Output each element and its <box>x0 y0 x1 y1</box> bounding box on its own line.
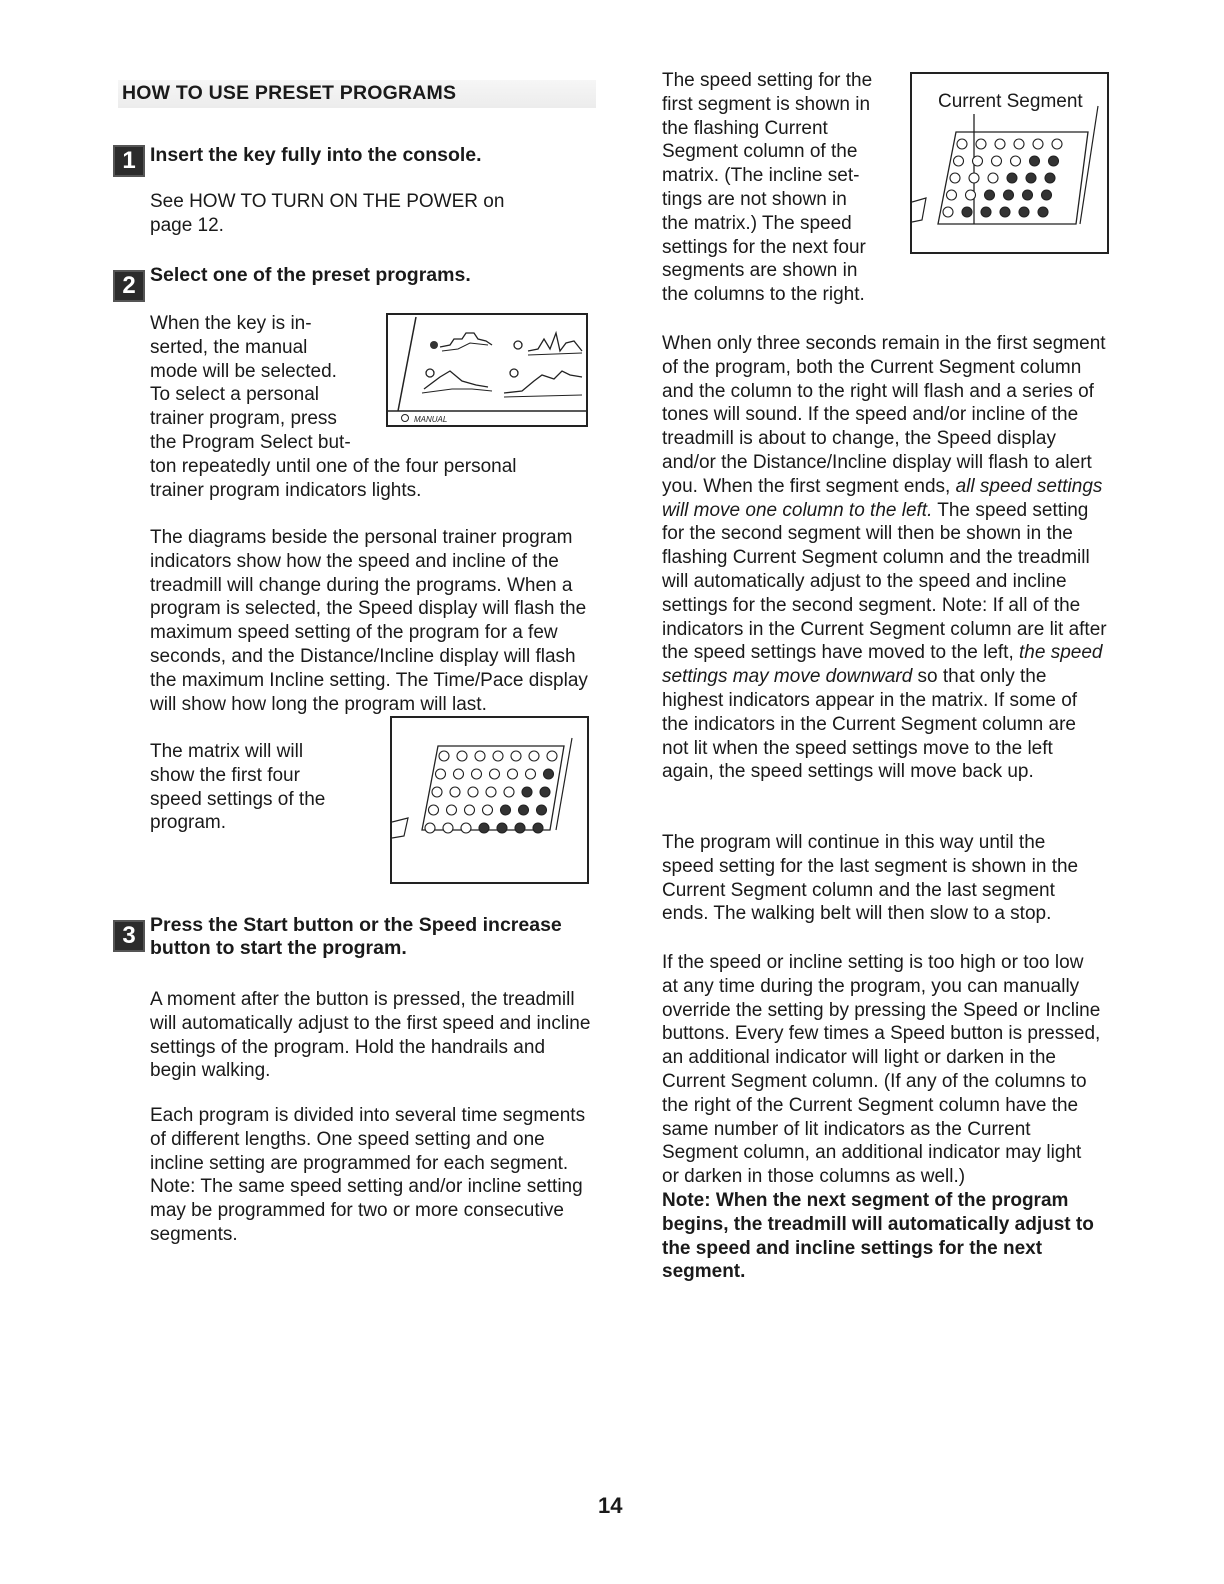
unlit-indicator <box>443 823 453 833</box>
unlit-indicator <box>436 769 446 779</box>
lit-indicator <box>479 823 489 833</box>
step-2-line: To select a personal <box>150 384 319 406</box>
paragraph-text: When only three seconds remain in the first segment of the program, both the Current Segment column and the column to the right will flash and a series of tones will sound. If the speed and/or incline of the treadmill is about to change, the Speed display and/or the Distance/Incline display will flash to alert you. When the first segment ends, <box>662 333 1106 497</box>
matrix-line: speed settings of the <box>150 788 326 810</box>
segment-intro-line: tings are not shown in <box>662 188 847 210</box>
paragraph-text: so that only the highest indicators appear in the matrix. If some of the indicators in the Current Segment column are not lit when the speed settings move to the left again, the speed settings will move back up. <box>662 666 1078 783</box>
matrix-paragraph <box>150 740 380 835</box>
unlit-indicator <box>468 787 478 797</box>
unlit-indicator <box>947 190 957 200</box>
unlit-indicator <box>976 139 986 149</box>
matrix-line: show the first four <box>150 764 300 786</box>
unlit-indicator <box>486 787 496 797</box>
lit-indicator <box>1042 190 1052 200</box>
paragraph-text: The speed setting for the second segment will then be shown in the flashing Current Segment column and the treadmill will automatically adjust to the speed and incline settings for the second segment. Note: If all of the indicators in the Current Segment column are lit after the speed settings have moved to the left, <box>662 499 1107 664</box>
step-3-number: 3 <box>113 920 145 952</box>
step-2-line: mode will be selected. <box>150 360 337 382</box>
unlit-indicator <box>493 751 503 761</box>
step-3-heading-line: Press the Start button or the Speed increase <box>150 914 562 936</box>
unlit-indicator <box>457 751 467 761</box>
section-title: HOW TO USE PRESET PROGRAMS <box>118 80 596 108</box>
unlit-indicator <box>447 805 457 815</box>
current-segment-illustration <box>912 74 1107 252</box>
step-2-line: trainer program, press <box>150 408 337 430</box>
page-number: 14 <box>598 1493 623 1518</box>
step-2-line: trainer program indicators lights. <box>150 479 422 501</box>
unlit-indicator <box>425 823 435 833</box>
segment-intro-line: Segment column of the <box>662 141 858 163</box>
step-2-number: 2 <box>113 270 145 302</box>
unlit-indicator <box>429 805 439 815</box>
lit-indicator <box>533 823 543 833</box>
unlit-indicator <box>439 751 449 761</box>
program-profiles-figure <box>386 313 588 427</box>
lit-indicator <box>962 207 972 217</box>
lit-indicator <box>1019 207 1029 217</box>
unlit-indicator <box>1014 139 1024 149</box>
segment-intro-line: the flashing Current <box>662 117 828 139</box>
speed-matrix-figure <box>390 716 589 884</box>
speed-matrix-illustration <box>392 718 587 882</box>
unlit-indicator <box>529 751 539 761</box>
segment-intro-line: settings for the next four <box>662 236 866 258</box>
current-segment-figure <box>910 72 1109 254</box>
lit-indicator <box>515 823 525 833</box>
step-3-paragraph-2: Each program is divided into several time segments of different lengths. One speed setting and one incline setting are programmed for each segment. Note: The same speed setting and/or incline setting may be programmed for two or more consecutive segments. <box>150 1105 586 1245</box>
unlit-indicator <box>954 156 964 166</box>
lit-indicator <box>1030 156 1040 166</box>
lit-indicator <box>1049 156 1059 166</box>
unlit-indicator <box>504 787 514 797</box>
segment-note: Note: When the next segment of the program begins, the treadmill will automatically adjust to the speed and incline settings for the next segment. <box>662 1190 1094 1283</box>
step-1-text: See HOW TO TURN ON THE POWER on page 12. <box>150 191 505 236</box>
step-3-heading-line: button to start the program. <box>150 937 407 959</box>
lit-indicator <box>497 823 507 833</box>
unlit-indicator <box>461 823 471 833</box>
segment-intro-line: the matrix.) The speed <box>662 212 852 234</box>
unlit-indicator <box>508 769 518 779</box>
program-continue-paragraph: The program will continue in this way until the speed setting for the last segment is shown in the Current Segment column and the last segment ends. The walking belt will then slow to a stop. <box>662 832 1079 925</box>
unlit-indicator <box>1011 156 1021 166</box>
step-1-heading: Insert the key fully into the console. <box>150 144 482 166</box>
unlit-indicator <box>511 751 521 761</box>
matrix-line: program. <box>150 812 227 834</box>
unlit-indicator <box>1033 139 1043 149</box>
segment-progress-paragraph <box>662 332 1107 784</box>
program-profiles-illustration <box>388 315 586 425</box>
unlit-indicator <box>483 805 493 815</box>
step-2-line: ton repeatedly until one of the four personal <box>150 455 517 477</box>
lit-indicator <box>501 805 511 815</box>
unlit-indicator <box>995 139 1005 149</box>
segment-intro-line: The speed setting for the <box>662 70 873 91</box>
step-2-line: When the key is in- <box>150 313 312 334</box>
diagrams-paragraph: The diagrams beside the personal trainer program indicators show how the speed and incline of the treadmill will change during the programs. When a program is selected, the Speed display will flash the maximum speed setting of the program for a few seconds, and the Distance/Incline display will flash the maximum Incline setting. The Time/Pace display will show how long the program will last. <box>150 527 588 715</box>
unlit-indicator <box>943 207 953 217</box>
matrix-line: The matrix will will <box>150 741 304 762</box>
step-3-heading <box>150 914 562 960</box>
unlit-indicator <box>450 787 460 797</box>
manual-label: MANUAL <box>414 415 448 424</box>
step-2-line: serted, the manual <box>150 336 308 358</box>
current-segment-label: Current Segment <box>938 91 1083 112</box>
step-2-heading: Select one of the preset programs. <box>150 264 471 286</box>
lit-indicator <box>1004 190 1014 200</box>
unlit-indicator <box>454 769 464 779</box>
lit-indicator <box>540 787 550 797</box>
segment-intro-line: segments are shown in <box>662 260 858 282</box>
lit-indicator <box>1023 190 1033 200</box>
lit-indicator <box>544 769 554 779</box>
unlit-indicator <box>465 805 475 815</box>
lit-indicator <box>1007 173 1017 183</box>
unlit-indicator <box>1052 139 1062 149</box>
segment-intro-text <box>662 69 902 307</box>
segment-intro-line: the columns to the right. <box>662 284 865 306</box>
step-1-number: 1 <box>113 145 145 177</box>
unlit-indicator <box>472 769 482 779</box>
lit-indicator <box>1045 173 1055 183</box>
unlit-indicator <box>957 139 967 149</box>
lit-indicator <box>985 190 995 200</box>
unlit-indicator <box>475 751 485 761</box>
emphasis-text: the speed settings may move downward <box>662 642 1103 688</box>
lit-indicator <box>1026 173 1036 183</box>
unlit-indicator <box>966 190 976 200</box>
lit-indicator <box>537 805 547 815</box>
emphasis-text: all speed settings will move one column to the left. <box>662 475 1103 521</box>
lit-indicator <box>1000 207 1010 217</box>
lit-indicator <box>522 787 532 797</box>
unlit-indicator <box>988 173 998 183</box>
lit-indicator <box>981 207 991 217</box>
segment-intro-line: matrix. (The incline set- <box>662 165 860 187</box>
lit-indicator <box>519 805 529 815</box>
unlit-indicator <box>490 769 500 779</box>
override-paragraph: If the speed or incline setting is too high or too low at any time during the program, you can manually override the setting by pressing the Speed or Incline buttons. Every few times a Speed button is pressed, an additional indicator will light or darken in the Current Segment column. (If any of the columns to the right of the Current Segment column have the same number of lit indicators as the Current Segment column, an additional indicator may light or darken in those columns as well.) <box>662 952 1101 1188</box>
unlit-indicator <box>969 173 979 183</box>
unlit-indicator <box>526 769 536 779</box>
unlit-indicator <box>432 787 442 797</box>
step-3-paragraph-1: A moment after the button is pressed, the treadmill will automatically adjust to the first speed and incline settings of the program. Hold the handrails and begin walking. <box>150 989 591 1082</box>
lit-indicator <box>1038 207 1048 217</box>
unlit-indicator <box>547 751 557 761</box>
unlit-indicator <box>973 156 983 166</box>
step-2-line: the Program Select but- <box>150 431 351 453</box>
unlit-indicator <box>950 173 960 183</box>
segment-intro-line: first segment is shown in <box>662 93 871 115</box>
unlit-indicator <box>992 156 1002 166</box>
